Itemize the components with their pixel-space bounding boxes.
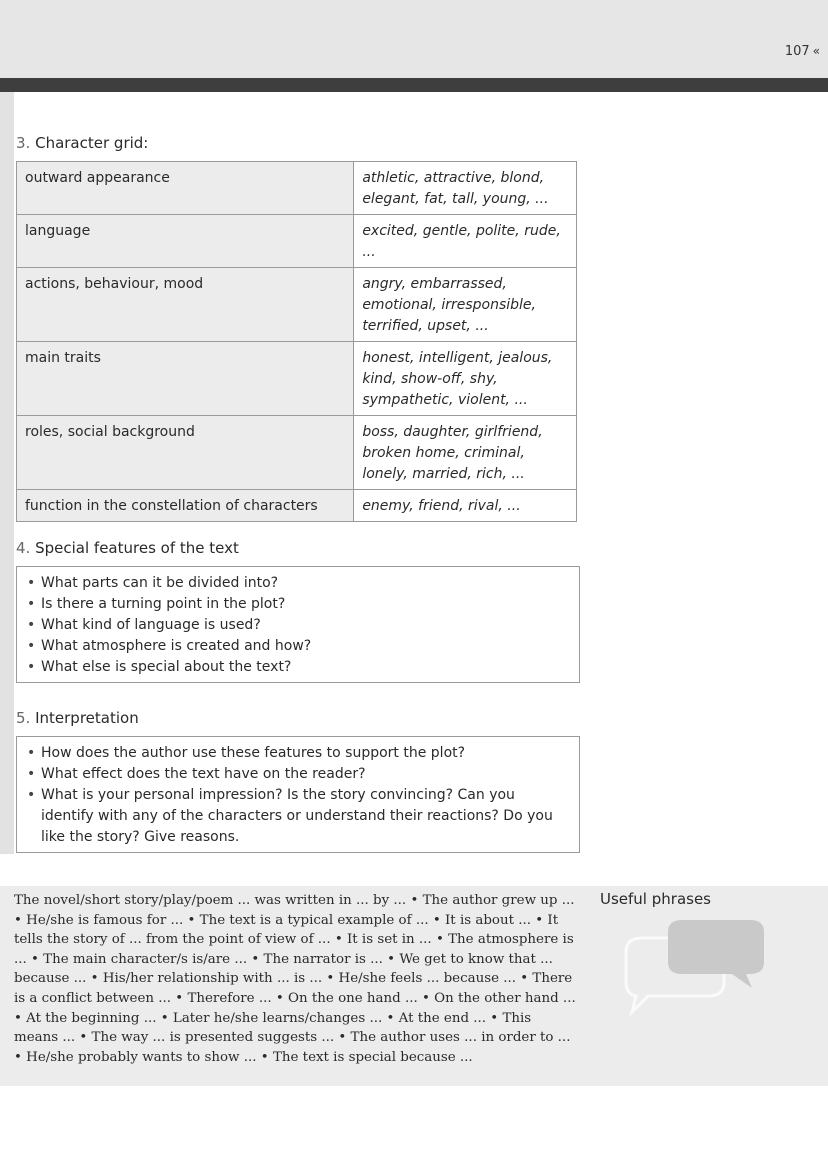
useful-phrases-text: The novel/short story/play/poem ... was written in ... by ... • The author grew up ... • He/she is famous for ... • The text is a typical example of ... • It is about ... • It tells the story of ... from the point of view of ... • It is set in ... • The atmosphere is ... • The main character/s is/are ... • The narrator is ... • We get to know that ... because ... • His/her relationship with ... is ... • He/she feels ... because ... • There is a conflict between ... • Therefore ... • On the one hand ... • On the other hand ... • At the beginning ... • Later he/she learns/changes ... • At the end ... • This means ... • The way ... is presented suggests ... • The author uses ... in order to ... • He/she probably wants to show ... • The text is special because ... — [14, 893, 576, 1065]
grid-example-line: broken home, criminal, — [362, 445, 525, 461]
grid-example-line: angry, embarrassed, — [362, 276, 507, 292]
special-features-box — [16, 566, 580, 683]
grid-examples — [354, 490, 577, 522]
question-item: • What is your personal impression? Is the story convincing? Can you identify with any of the characters or understand their reactions? Do you like the story? Give reasons. — [25, 785, 571, 848]
character-grid-table — [16, 161, 577, 522]
grid-example-line: sympathetic, violent, ... — [362, 392, 528, 408]
grid-category: function in the constellation of characters — [17, 490, 354, 522]
page-number: 107 « — [784, 44, 820, 59]
question-item: • Is there a turning point in the plot? — [25, 594, 571, 615]
margin-strip — [0, 92, 14, 854]
grid-examples — [354, 342, 577, 416]
header-bar — [0, 78, 828, 92]
question-item: • What parts can it be divided into? — [25, 573, 571, 594]
question-item: • How does the author use these features to support the plot? — [25, 743, 571, 764]
grid-example-line: kind, show-off, shy, — [362, 371, 498, 387]
useful-phrases-label: Useful phrases — [600, 890, 711, 908]
section-5-heading: 5. Interpretation — [16, 709, 139, 727]
grid-example-line: boss, daughter, girlfriend, — [362, 424, 543, 440]
grid-example-line: lonely, married, rich, ... — [362, 466, 525, 482]
grid-example-line: emotional, irresponsible, — [362, 297, 536, 313]
grid-examples — [354, 416, 577, 490]
speech-bubbles-icon — [620, 918, 770, 1018]
question-item: • What kind of language is used? — [25, 615, 571, 636]
character-grid-row — [17, 416, 577, 490]
interpretation-list — [25, 743, 571, 848]
character-grid-row — [17, 162, 577, 215]
question-item: • What effect does the text have on the reader? — [25, 764, 571, 785]
question-item: • What else is special about the text? — [25, 657, 571, 678]
grid-example-line: elegant, fat, tall, young, ... — [362, 191, 549, 207]
character-grid-row — [17, 268, 577, 342]
grid-examples — [354, 268, 577, 342]
grid-category: outward appearance — [17, 162, 354, 215]
section-4-heading: 4. Special features of the text — [16, 539, 239, 557]
grid-category: roles, social background — [17, 416, 354, 490]
header-band — [0, 0, 828, 78]
section-3-heading: 3. Character grid: — [16, 134, 149, 152]
grid-category: actions, behaviour, mood — [17, 268, 354, 342]
grid-example-line: honest, intelligent, jealous, — [362, 350, 553, 366]
grid-example-line: athletic, attractive, blond, — [362, 170, 545, 186]
interpretation-box — [16, 736, 580, 853]
character-grid-row — [17, 342, 577, 416]
grid-example-line: excited, gentle, polite, rude, — [362, 223, 561, 239]
grid-example-line: ... — [362, 244, 376, 260]
grid-example-line: enemy, friend, rival, ... — [362, 498, 521, 514]
grid-example-line: terrified, upset, ... — [362, 318, 489, 334]
special-features-list — [25, 573, 571, 678]
grid-category: language — [17, 215, 354, 268]
character-grid-row — [17, 490, 577, 522]
grid-category: main traits — [17, 342, 354, 416]
character-grid-row — [17, 215, 577, 268]
grid-examples — [354, 215, 577, 268]
question-item: • What atmosphere is created and how? — [25, 636, 571, 657]
double-chevron-icon: « — [812, 44, 820, 58]
grid-examples — [354, 162, 577, 215]
